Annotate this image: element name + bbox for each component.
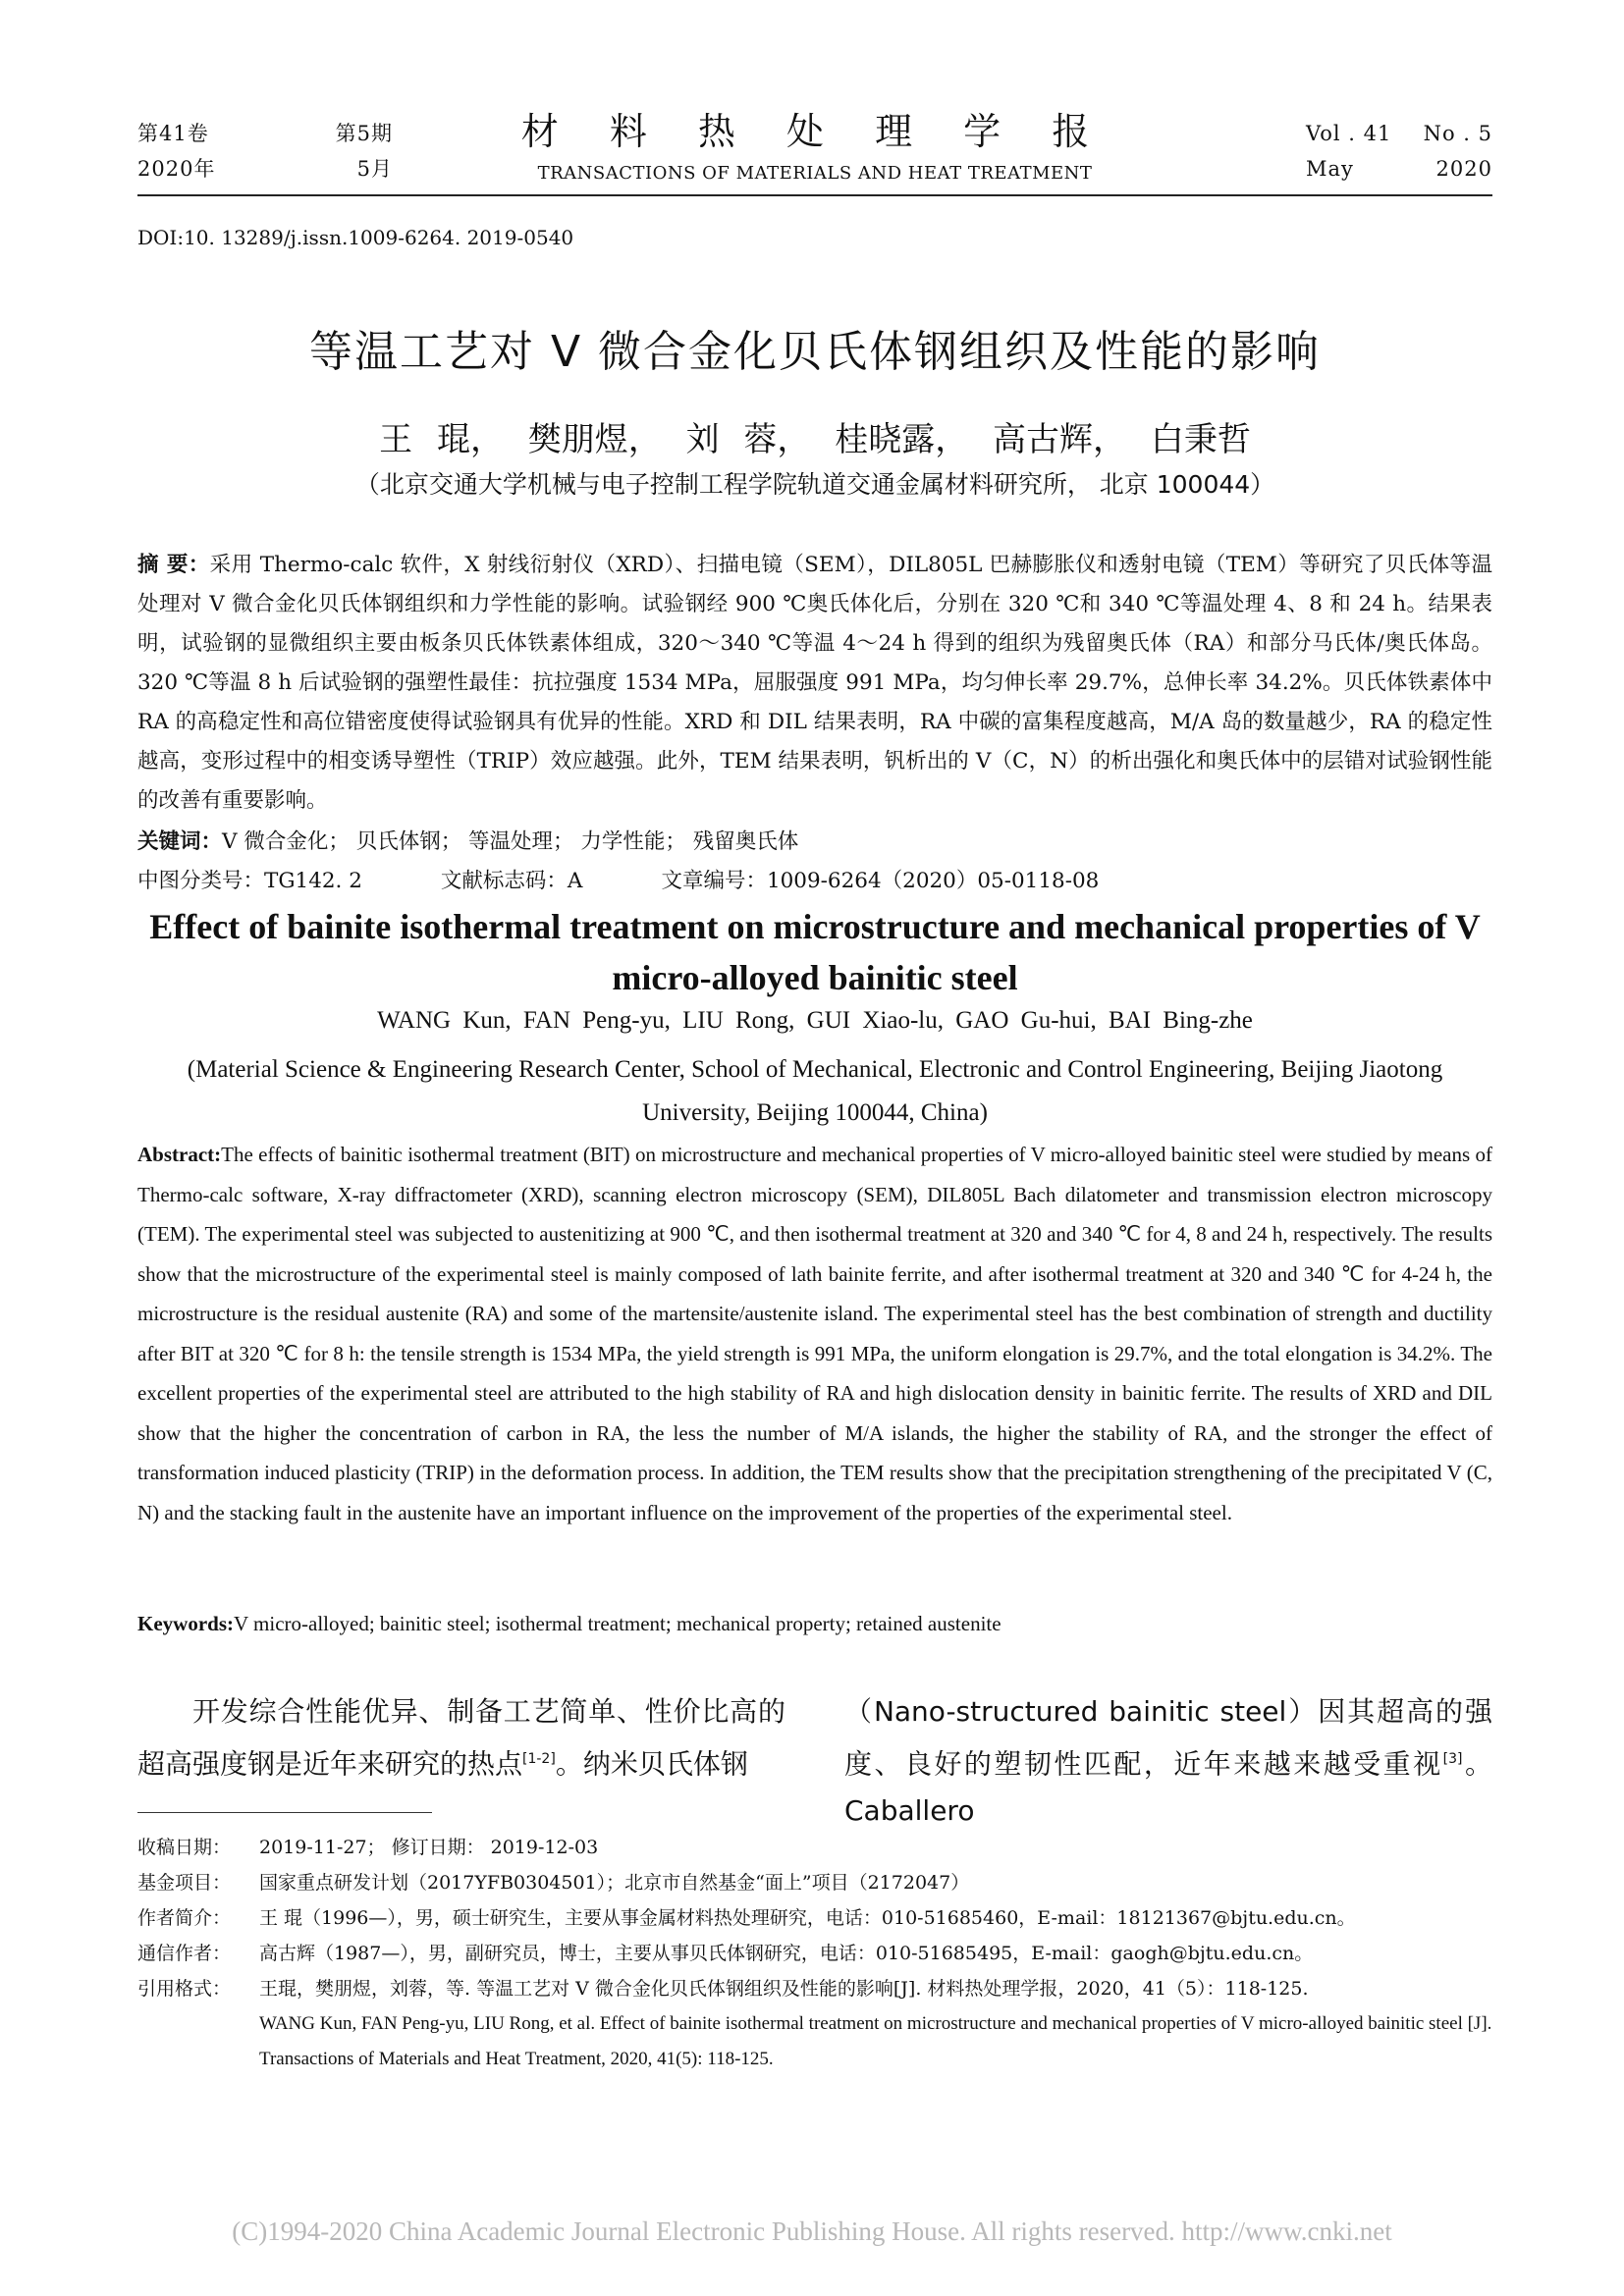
abstract-en-text: The effects of bainitic isothermal treatment (BIT) on microstructure and mechanical properties of V micro-alloyed bainitic steel were studied by means of Thermo-calc software, X-ray diffractometer (XRD), scanning electron microscopy (SEM), DIL805L Bach dilatometer and transmission electron microscopy (TEM). The experimental steel was subjected to austenitizing at 900 ℃, and then isothermal treatment at 320 and 340 ℃ for 4, 8 and 24 h, respectively. The results show that the microstructure of the experimental steel is mainly composed of lath bainite ferrite, and after isothermal treatment at 320 and 340 ℃ for 4-24 h, the microstructure is the residual austenite (RA) and some of the martensite/austenite island. The experimental steel has the best combination of strength and ductility after BIT at 320 ℃ for 8 h: the tensile strength is 1534 MPa, the yield strength is 991 MPa, the uniform elongation is 29.7%, and the total elongation is 34.2%. The excellent properties of the experimental steel are attributed to the high stability of RA and high dislocation density in bainitic ferrite. The results of XRD and DIL show that the higher the concentration of carbon in RA, the less the number of M/A islands, the higher the stability of RA, and the stronger the effect of transformation induced plasticity (TRIP) in the deformation process. In addition, the TEM results show that the precipitation strengthening of the precipitated V (C, N) and the stacking fault in the austenite have an important influence on the improvement of the properties of the experimental steel. (137, 1143, 1492, 1524)
footnote-key: 收稿日期： (137, 1837, 232, 1858)
header-left (137, 116, 393, 187)
journal-title-en: TRANSACTIONS OF MATERIALS AND HEAT TREATMENT (537, 163, 1093, 184)
abstract-en-label: Abstract: (137, 1143, 222, 1166)
year-cn: 2020年 (137, 157, 216, 181)
footnote-citation (137, 1971, 1492, 2006)
keywords-cn-label: 关键词： (137, 829, 223, 854)
month-en: May (1306, 157, 1354, 181)
keywords-en (137, 1606, 1492, 1641)
footnote-value: 王琨，樊朋煜，刘蓉，等. 等温工艺对 V 微合金化贝氏体钢组织及性能的影响[J]. 材料热处理学报，2020，41（5）：118-125. (259, 1978, 1309, 2000)
classification-row (137, 864, 1492, 899)
footnote-value: 高古辉（1987—），男，副研究员，博士，主要从事贝氏体钢研究，电话：010-51685495，E-mail：gaogh@bjtu.edu.cn。 (259, 1943, 1314, 1964)
year-en: 2020 (1435, 157, 1492, 181)
footnote-key: 作者简介： (137, 1907, 232, 1929)
footnote-received (137, 1830, 1492, 1865)
footnote-rule (137, 1812, 432, 1813)
month-cn: 5月 (356, 157, 393, 181)
doi: DOI:10. 13289/j.issn.1009-6264. 2019-0540 (137, 226, 574, 249)
keywords-en-text: V micro-alloyed; bainitic steel; isothermal treatment; mechanical property; retained austenite (234, 1612, 1001, 1635)
citation-en: WANG Kun, FAN Peng-yu, LIU Rong, et al. Effect of bainite isothermal treatment on microstructure and mechanical properties of V micro-alloyed bainitic steel [J]. Transactions of Materials and Heat Treatment, 2020, 41(5): 118-125. (259, 2013, 1492, 2069)
reference-marker[interactable]: [1-2] (522, 1751, 556, 1767)
footnote-funding (137, 1865, 1492, 1900)
clc-number: 中图分类号：TG142. 2 (137, 869, 362, 893)
affiliation-cn: （北京交通大学机械与电子控制工程学院轨道交通金属材料研究所， 北京 100044） (354, 470, 1275, 499)
reference-marker[interactable]: [3] (1442, 1751, 1463, 1767)
journal-title-cn: 材 料 热 处 理 学 报 (520, 110, 1110, 153)
header-right (1306, 116, 1492, 187)
abstract-en (137, 1135, 1492, 1532)
header-rule (137, 194, 1492, 196)
body-left-tail: 。纳米贝氏体钢 (555, 1747, 748, 1781)
issue-en: No . 5 (1423, 122, 1492, 145)
paper-title-en: Effect of bainite isothermal treatment on microstructure and mechanical properties of V micro-alloyed bainitic steel (149, 907, 1481, 997)
footnote-author-bio (137, 1900, 1492, 1936)
abstract-cn-label: 摘 要： (137, 553, 210, 577)
footnote-value: 国家重点研发计划（2017YFB0304501）；北京市自然基金“面上”项目（2172047） (259, 1872, 970, 1894)
keywords-en-label: Keywords: (137, 1612, 234, 1635)
footnote-value: 2019-11-27； 修订日期： 2019-12-03 (259, 1837, 599, 1858)
abstract-cn (137, 546, 1492, 821)
footnote-key: 引用格式： (137, 1978, 232, 2000)
abstract-cn-text: 采用 Thermo-calc 软件，X 射线衍射仪（XRD）、扫描电镜（SEM），DIL805L 巴赫膨胀仪和透射电镜（TEM）等研究了贝氏体等温处理对 V 微合金化贝氏体钢组织和力学性能的影响。试验钢经 900 ℃奥氏体化后，分别在 320 ℃和 340 ℃等温处理 4、8 和 24 h。结果表明，试验钢的显微组织主要由板条贝氏体铁素体组成，320～340 ℃等温 4～24 h 得到的组织为残留奥氏体（RA）和部分马氏体/奥氏体岛。320 ℃等温 8 h 后试验钢的强塑性最佳：抗拉强度 1534 MPa，屈服强度 991 MPa，均匀伸长率 29.7%，总伸长率 34.2%。贝氏体铁素体中 RA 的高稳定性和高位错密度使得试验钢具有优异的性能。XRD 和 DIL 结果表明，RA 中碳的富集程度越高，M/A 岛的数量越少，RA 的稳定性越高，变形过程中的相变诱导塑性（TRIP）效应越强。此外，TEM 结果表明，钒析出的 V（C，N）的析出强化和奥氏体中的层错对试验钢性能的改善有重要影响。 (137, 553, 1492, 813)
body-column-left (137, 1688, 785, 1788)
keywords-cn (137, 825, 1492, 860)
body-column-right (844, 1688, 1492, 1835)
volume-cn: 第41卷 (137, 122, 209, 145)
document-code: 文献标志码：A (440, 869, 583, 893)
volume-en: Vol . 41 (1306, 122, 1392, 145)
article-number: 文章编号：1009-6264（2020）05-0118-08 (661, 869, 1100, 893)
authors-cn: 王 琨， 樊朋煜， 刘 蓉， 桂晓露， 高古辉， 白秉哲 (379, 420, 1251, 459)
affiliation-en: (Material Science & Engineering Research Center, School of Mechanical, Electronic and Control Engineering, Beijing Jiaotong University, Beijing 100044, China) (187, 1056, 1443, 1126)
footnote-key: 基金项目： (137, 1872, 232, 1894)
issue-cn: 第5期 (335, 122, 393, 145)
body-right-text: （Nano-structured bainitic steel）因其超高的强度、良好的塑韧性匹配，近年来越来越受重视 (844, 1695, 1492, 1781)
footnote-corresponding (137, 1936, 1492, 1971)
copyright-footer: (C)1994-2020 China Academic Journal Electronic Publishing House. All rights reserved. http://www.cnki.net (232, 2216, 1392, 2246)
authors-en: WANG Kun, FAN Peng-yu, LIU Rong, GUI Xiao-lu, GAO Gu-hui, BAI Bing-zhe (377, 1007, 1253, 1034)
body-left-text: 开发综合性能优异、制备工艺简单、性价比高的超高强度钢是近年来研究的热点 (137, 1695, 785, 1781)
footnote-value: 王 琨（1996—），男，硕士研究生，主要从事金属材料热处理研究，电话：010-51685460，E-mail：18121367@bjtu.edu.cn。 (259, 1907, 1356, 1929)
paper-title-cn: 等温工艺对 V 微合金化贝氏体钢组织及性能的影响 (308, 327, 1322, 377)
body-right-tail: 。Caballero (844, 1747, 1492, 1828)
keywords-cn-text: V 微合金化； 贝氏体钢； 等温处理； 力学性能； 残留奥氏体 (222, 829, 799, 854)
footnote-key: 通信作者： (137, 1943, 232, 1964)
